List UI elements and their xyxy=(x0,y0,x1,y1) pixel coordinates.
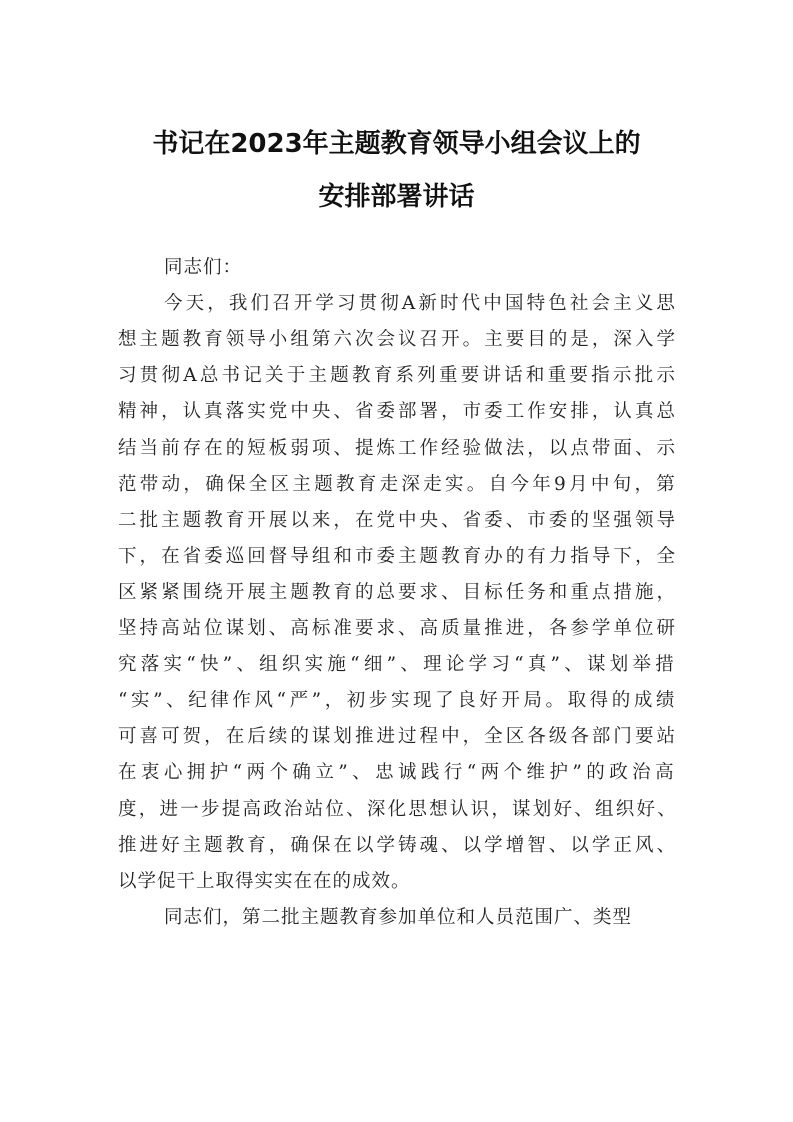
document-title-line-2: 安排部署讲话 xyxy=(318,182,475,212)
body-line: 度，进一步提高政治站位、深化思想认识，谋划好、组织好、 xyxy=(118,799,678,820)
body-line: 范带动，确保全区主题教育走深走实。自今年9月中旬，第 xyxy=(118,474,679,495)
body-line: 可喜可贺，在后续的谋划推进过程中，全区各级各部门要站 xyxy=(118,726,679,747)
body-line: 结当前存在的短板弱项、提炼工作经验做法，以点带面、示 xyxy=(118,438,679,459)
body-line: “实”、纪律作风“严”，初步实现了良好开局。取得的成绩 xyxy=(118,690,678,711)
body-line: 二批主题教育开展以来，在党中央、省委、市委的坚强领导 xyxy=(118,510,679,531)
body-line: 推进好主题教育，确保在以学铸魂、以学增智、以学正风、 xyxy=(118,835,679,856)
body-line: 精神，认真落实党中央、省委部署，市委工作安排，认真总 xyxy=(118,401,679,422)
body-line: 同志们，第二批主题教育参加单位和人员范围广、类型 xyxy=(164,907,633,928)
body-line: 同志们： xyxy=(164,257,243,278)
body-line: 究落实“快”、组织实施“细”、理论学习“真”、谋划举措 xyxy=(118,654,678,675)
body-line: 习贯彻A总书记关于主题教育系列重要讲话和重要指示批示 xyxy=(118,365,679,386)
body-line: 区紧紧围绕开展主题教育的总要求、目标任务和重点措施， xyxy=(118,582,679,603)
body-line: 今天，我们召开学习贯彻A新时代中国特色社会主义思 xyxy=(164,293,678,314)
body-line: 以学促干上取得实实在在的成效。 xyxy=(118,871,411,892)
body-line: 下，在省委巡回督导组和市委主题教育办的有力指导下，全 xyxy=(118,546,679,567)
document-title-line-1: 书记在2023年主题教育领导小组会议上的 xyxy=(152,129,641,159)
body-line: 在衷心拥护“两个确立”、忠诚践行“两个维护”的政治高 xyxy=(118,762,679,783)
body-line: 想主题教育领导小组第六次会议召开。主要目的是，深入学 xyxy=(118,329,679,350)
body-line: 坚持高站位谋划、高标准要求、高质量推进，各参学单位研 xyxy=(118,618,679,639)
